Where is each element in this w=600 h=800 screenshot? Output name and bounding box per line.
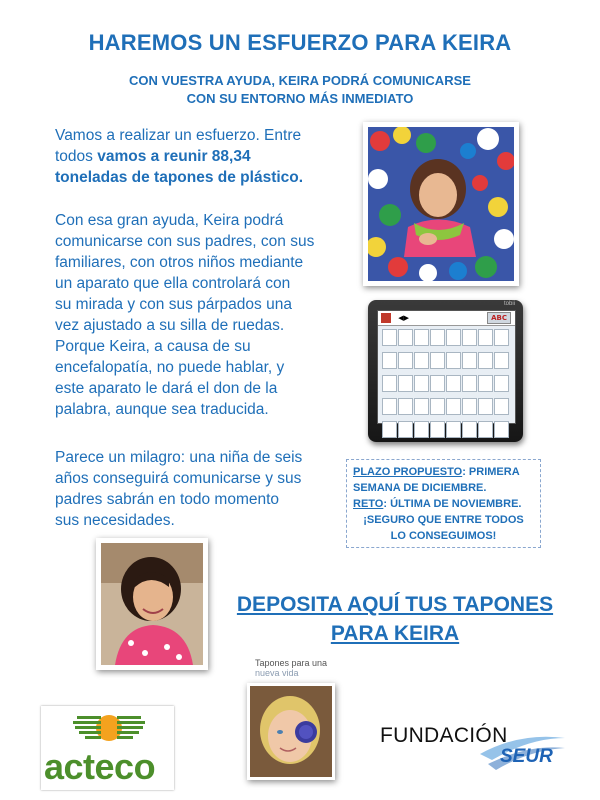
tablet-symbol-cell — [382, 329, 397, 346]
tablet-symbol-cell — [398, 375, 413, 392]
tablet-symbol-cell — [478, 352, 493, 369]
tablet-symbol-cell — [462, 421, 477, 438]
tablet-symbol-cell — [494, 329, 509, 346]
tablet-symbol-grid — [381, 329, 512, 444]
intro-paragraph — [55, 125, 335, 188]
description-line: vez ajustado a su silla de ruedas. — [55, 317, 285, 334]
tablet-brand-label: tobii — [503, 301, 515, 307]
tablet-symbol-cell — [478, 398, 493, 415]
description-line: palabra, aunque sea traducida. — [55, 401, 269, 418]
tablet-symbol-cell — [462, 329, 477, 346]
page-subtitle — [0, 72, 600, 108]
tablet-symbol-cell — [414, 329, 429, 346]
tablet-symbol-cell — [462, 352, 477, 369]
description-line: un aparato que ella controlará con — [55, 275, 291, 292]
description-paragraph — [55, 210, 335, 420]
encouragement-line-1: ¡SEGURO QUE ENTRE TODOS — [363, 514, 524, 526]
tablet-symbol-cell — [446, 375, 461, 392]
acteco-sun-icon — [41, 706, 174, 746]
tablet-symbol-cell — [430, 375, 445, 392]
tablet-symbol-cell — [382, 375, 397, 392]
description-line: comunicarse con sus padres, con sus — [55, 233, 315, 250]
miracle-line: padres sabrán en todo momento — [55, 491, 280, 508]
reto-line: RETO: ÚLTIMA DE NOVIEMBRE. — [353, 498, 522, 510]
tablet-screen — [377, 310, 516, 424]
miracle-line: Parece un milagro: una niña de seis — [55, 449, 303, 466]
photo-girl-smiling — [96, 538, 208, 670]
tablet-symbol-cell — [494, 421, 509, 438]
description-line: Con esa gran ayuda, Keira podrá — [55, 212, 284, 229]
tablet-symbol-cell — [494, 398, 509, 415]
tapones-nueva-vida-logo: Tapones para una nueva vida — [255, 658, 328, 678]
tablet-symbol-cell — [430, 352, 445, 369]
description-line: su mirada y con sus párpados una — [55, 296, 292, 313]
tablet-symbol-cell — [414, 352, 429, 369]
miracle-line: sus necesidades. — [55, 512, 175, 529]
tablet-symbol-cell — [414, 421, 429, 438]
tablet-symbol-cell — [382, 421, 397, 438]
tablet-symbol-cell — [430, 329, 445, 346]
tablet-symbol-cell — [494, 375, 509, 392]
plazo-label: PLAZO PROPUESTO — [353, 466, 463, 478]
intro-line — [55, 167, 335, 188]
tablet-arrows-icon: ◀▶ — [398, 314, 410, 322]
tablet-symbol-cell — [414, 375, 429, 392]
photo-child-with-cap — [247, 683, 335, 780]
acteco-logo — [41, 706, 174, 790]
child-photo-image — [250, 686, 332, 777]
tablet-symbol-cell — [446, 329, 461, 346]
deposit-line-2: PARA KEIRA — [330, 622, 460, 645]
girl-photo-image — [101, 543, 203, 665]
description-line: familiares, con otros niños mediante — [55, 254, 304, 271]
subtitle-line-2: CON SU ENTORNO MÁS INMEDIATO — [186, 91, 414, 106]
page-title: HAREMOS UN ESFUERZO PARA KEIRA — [88, 30, 512, 55]
tablet-device-image — [368, 300, 523, 442]
miracle-line: años conseguirá comunicarse y sus — [55, 470, 302, 487]
encouragement-line-2: LO CONSEGUIMOS! — [390, 530, 497, 542]
tablet-symbol-cell — [478, 375, 493, 392]
caps-photo-image — [368, 127, 514, 281]
photo-girl-in-caps — [363, 122, 519, 286]
tablet-symbol-cell — [382, 352, 397, 369]
description-line: este aparato le dará el don de la — [55, 380, 278, 397]
tablet-symbol-cell — [382, 398, 397, 415]
tablet-abc-key: ABC — [487, 312, 511, 324]
tablet-symbol-cell — [446, 352, 461, 369]
tablet-symbol-cell — [430, 421, 445, 438]
tablet-home-icon — [381, 313, 391, 323]
tablet-symbol-cell — [414, 398, 429, 415]
seur-wordmark: SEUR — [500, 746, 553, 767]
tablet-symbol-cell — [398, 352, 413, 369]
plazo-line-2: SEMANA DE DICIEMBRE. — [353, 482, 487, 494]
intro-line: Vamos a realizar un esfuerzo. Entre — [55, 127, 302, 144]
tablet-symbol-cell — [398, 329, 413, 346]
tablet-symbol-cell — [430, 398, 445, 415]
fundacion-seur-logo — [380, 724, 565, 774]
fundacion-wordmark: FUNDACIÓN — [380, 724, 508, 747]
description-line: Porque Keira, a causa de su — [55, 338, 251, 355]
intro-bold: toneladas de tapones de plástico. — [55, 169, 304, 186]
reto-label: RETO — [353, 498, 384, 510]
subtitle-line-1: CON VUESTRA AYUDA, KEIRA PODRÁ COMUNICARSE — [129, 73, 471, 88]
description-line: encefalopatía, no puede hablar, y — [55, 359, 285, 376]
miracle-paragraph — [55, 447, 335, 531]
tablet-symbol-cell — [478, 421, 493, 438]
deposit-call-to-action — [210, 590, 580, 648]
tablet-symbol-cell — [494, 352, 509, 369]
tablet-symbol-cell — [478, 329, 493, 346]
tablet-symbol-cell — [462, 398, 477, 415]
tablet-top-bar — [378, 311, 515, 326]
tablet-symbol-cell — [446, 398, 461, 415]
tablet-symbol-cell — [446, 421, 461, 438]
tablet-symbol-cell — [398, 421, 413, 438]
tablet-symbol-cell — [398, 398, 413, 415]
deposit-line-1: DEPOSITA AQUÍ TUS TAPONES — [236, 593, 554, 616]
acteco-wordmark: acteco — [44, 746, 156, 787]
intro-bold: vamos a reunir 88,34 — [97, 148, 251, 165]
deadline-box — [346, 459, 541, 548]
tablet-symbol-cell — [462, 375, 477, 392]
plazo-line: PLAZO PROPUESTO: PRIMERA — [353, 466, 520, 478]
intro-line: todos vamos a reunir 88,34 — [55, 148, 251, 165]
